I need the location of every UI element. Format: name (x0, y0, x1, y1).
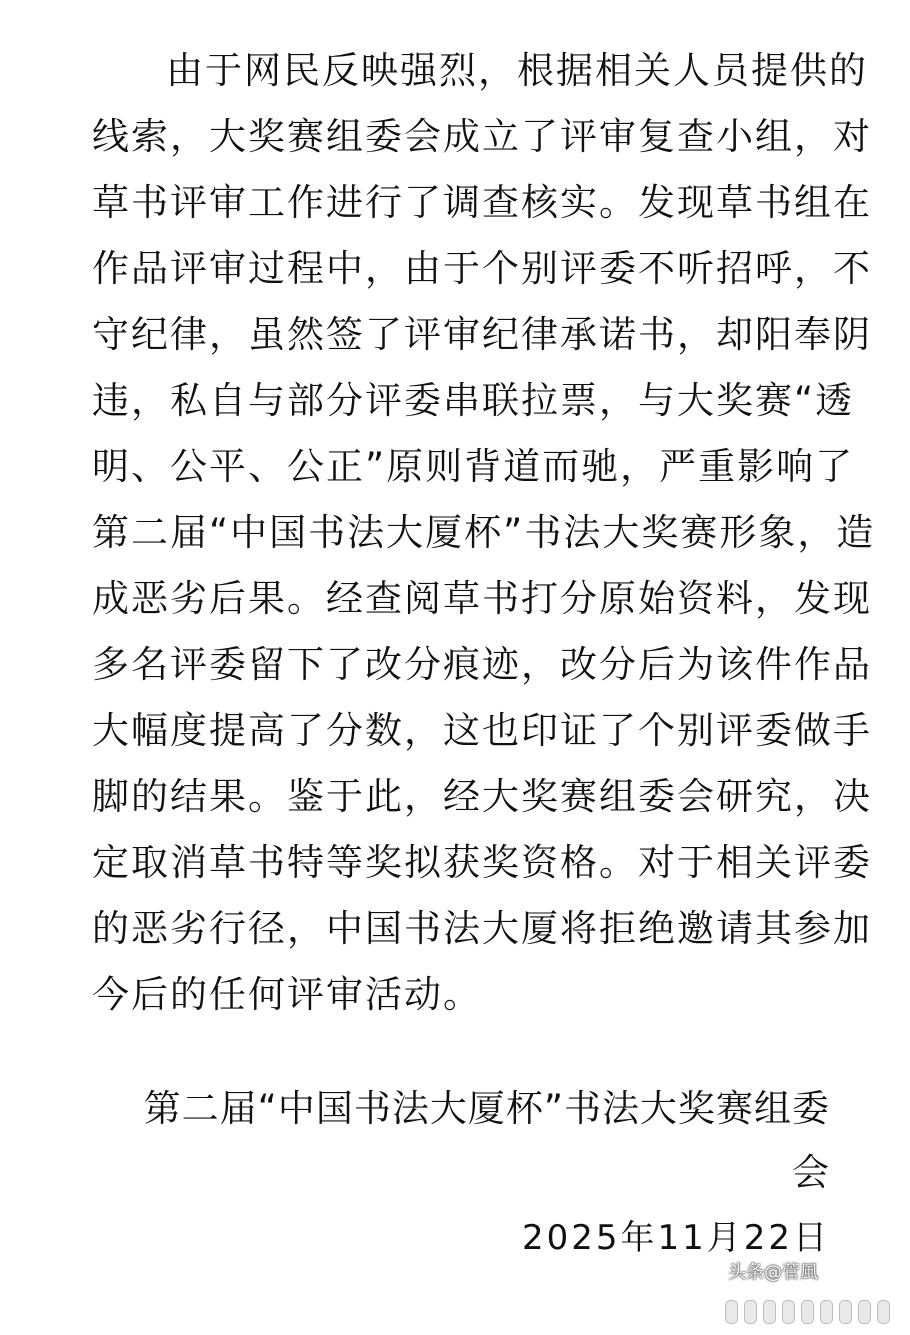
document-date: 2025年11月22日 (521, 1218, 830, 1258)
body-line: 线索，大奖赛组委会成立了评审复查小组，对 (92, 115, 872, 158)
body-line: 违，私自与部分评委串联拉票，与大奖赛“透 (92, 379, 855, 422)
body-line-last: 今后的任何评审活动。 (92, 973, 482, 1016)
body-line: 第二届“中国书法大厦杯”书法大奖赛形象，造 (92, 511, 876, 554)
edge-mark (801, 1300, 814, 1324)
signature-organization: 第二届“中国书法大厦杯”书法大奖赛组委 (143, 1087, 830, 1130)
body-line: 由于网民反映强烈，根据相关人员提供的 (166, 49, 868, 92)
body-line: 作品评审过程中，由于个别评委不听招呼，不 (92, 247, 872, 290)
body-line: 多名评委留下了改分痕迹，改分后为该件作品 (92, 643, 872, 686)
watermark: 头条@菅風 (728, 1262, 818, 1283)
signature-organization-continued: 会 (792, 1151, 830, 1194)
body-line: 成恶劣后果。经查阅草书打分原始资料，发现 (92, 577, 872, 620)
body-line: 定取消草书特等奖拟获奖资格。对于相关评委 (92, 841, 872, 884)
edge-mark (858, 1300, 871, 1324)
scan-edge-marks (725, 1300, 895, 1322)
body-line: 的恶劣行径，中国书法大厦将拒绝邀请其参加 (92, 907, 872, 950)
edge-mark (763, 1300, 776, 1324)
edge-mark (725, 1300, 738, 1324)
edge-mark (820, 1300, 833, 1324)
edge-mark (877, 1300, 890, 1324)
body-line: 草书评审工作进行了调查核实。发现草书组在 (92, 181, 872, 224)
body-line: 明、公平、公正”原则背道而驰，严重影响了 (92, 445, 855, 488)
edge-mark (839, 1300, 852, 1324)
body-line: 守纪律，虽然签了评审纪律承诺书，却阳奉阴 (92, 313, 872, 356)
body-line: 大幅度提高了分数，这也印证了个别评委做手 (92, 709, 872, 752)
edge-mark (782, 1300, 795, 1324)
body-line: 脚的结果。鉴于此，经大奖赛组委会研究，决 (92, 775, 872, 818)
edge-mark (744, 1300, 757, 1324)
